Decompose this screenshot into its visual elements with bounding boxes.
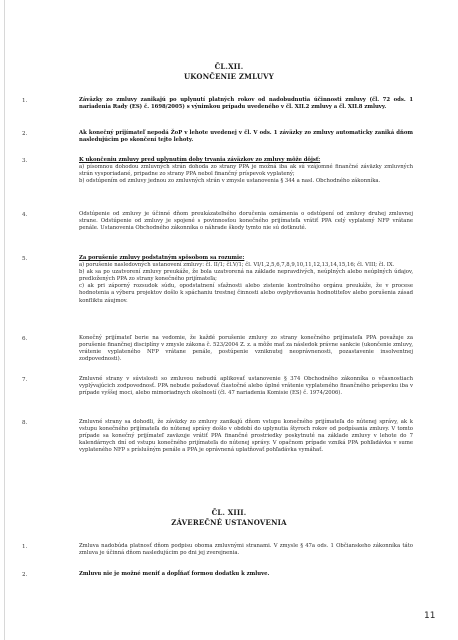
item-text: Odstúpenie od zmluvy je účinné dňom preukázateľného doručenia oznámenia o odstúpení od zmluvy druhej zmluvnej strane. Odstúpenie od zmluvy je spojené s povinnosťou konečného prijímateľa vrátiť PPA celý vyplatený NFP vrátane penále. Ustanovenia Obchodného zákonníka o náhrade škody tymto nie sú dotknuté. bbox=[79, 211, 413, 232]
section-title: ZÁVEREČNÉ USTANOVENIA bbox=[171, 518, 287, 527]
item-number: 7. bbox=[22, 377, 28, 383]
item-sub-a: a) písomnou dohodou zmluvných strán dohoda zo strany PPA je možná iba ak sú vzájomné finančné záväzky zmluvných strán vysporiadané, pripadne zo strany PPA nebol finančný príspevok vyplatený; bbox=[79, 164, 413, 178]
item-number: 4. bbox=[22, 212, 28, 218]
item-text: Zmluvu nie je možné meniť a dopĺňať formou dodatku k zmluve. bbox=[79, 571, 270, 577]
item-text: Konečný prijímateľ berie na vedomie, že každé porušenie zmluvy zo strany konečného prijímateľa PPA považuje za porušenie finančnej disciplíny v zmysle zákona č. 523/2004 Z. z. a môže mať za následok právne sankcie (ukončenie zmluvy, vrátenie vyplateného NFP vrátane penále, postúpenie vzniknutej neoprávnenosti, pozastavenie insolventnej zodpovednosti). bbox=[79, 335, 413, 363]
item-text: Ak konečný prijímateľ nepodá ŽoP v lehote uvedenej v čl. V ods. 1 záväzky zo zmluvy automaticky zaniká dňom nasledujúcim po skončení tejto lehoty. bbox=[79, 130, 413, 144]
item-sub-b: b) odstúpením od zmluvy jednou zo zmluvných strán v zmysle ustanovenia § 344 a nasl. Obchodného zákonníka. bbox=[79, 178, 381, 185]
item-text: Zmluva nadobúda platnosť dňom podpisu oboma zmluvnými stranami. V zmysle § 47a ods. 1 Občianskeho zákonníka táto zmluva je účinná dňom nasledujúcim po dni jej zverejnenia. bbox=[79, 543, 413, 557]
item-number: 1. bbox=[22, 98, 28, 104]
item-number: 2. bbox=[22, 572, 28, 578]
item-number: 6. bbox=[22, 336, 28, 342]
page-number: 11 bbox=[424, 611, 436, 621]
scan-margin-shadow bbox=[4, 0, 5, 640]
item-body bbox=[79, 255, 413, 305]
item-lead: Za porušenie zmluvy podstatným spôsobom sa rozumie: bbox=[79, 255, 245, 261]
item-sub-b: b) ak sa po uzatvorení zmluvy preukáže, že bola uzatvorená na základe nepravdivých, neúplných alebo neúplných údajov, predložených PPA zo strany konečného prijímateľa; bbox=[79, 269, 413, 283]
item-text: Zmluvné strany v súvislosti so zmluvou nebudú aplikovať ustanovenie § 374 Obchodného zákonníka o včasnostiach vyplývajúcich zodpovednosť. PPA nebude požadovať čiastočné alebo úplné vrátenie vyplateného finančného príspevku iba v prípade vyššej moci, alebo mimoriadnych okolností (čl. 47 nariadenia Komisie (ES) č. 1974/2006). bbox=[79, 376, 413, 397]
item-body bbox=[79, 157, 413, 185]
item-lead: K ukončeniu zmluvy pred uplynutím doby trvania záväzkov zo zmluvy môže dôjsť: bbox=[79, 157, 321, 163]
item-text: Záväzky zo zmluvy zanikajú po uplynutí platných rokov od nadobudnutia účinnosti zmluvy (čl. 72 ods. 1 nariadenia Rady (ES) č. 1698/2005) s výnimkou prípadu uvedeného v čl. XII.2 zmluvy a čl. XII.8 zmluvy. bbox=[79, 97, 413, 111]
section-number: ČL. XIII. bbox=[211, 508, 247, 517]
item-number: 3. bbox=[22, 158, 28, 164]
item-number: 8. bbox=[22, 420, 28, 426]
section-title: UKONČENIE ZMLUVY bbox=[184, 72, 274, 81]
item-text: Zmluvné strany sa dohodli, že záväzky zo zmluvy zanikajú dňom vstupu konečného prijímateľa do nútenej správy, ak k vstupu konečného prijímateľa do nútenej správy došlo v období do uplynutia štyroch rokov od podpísania zmluvy. V tomto prípade sa konečný prijímateľ zaväzuje vrátiť PPA finančné prostriedky poskytnuté na základe zmluvy v lehote do 7 kalendárnych dní od vstupu konečného prijímateľa do nútenej správy. V opačnom prípade vzniká PPA pohľadávka v sume vyplateného NFP s príslušným penále a PPA je oprávnená uplatňovať pohľadávka vymáhať. bbox=[79, 419, 413, 454]
item-number: 5. bbox=[22, 256, 28, 262]
item-sub-a: a) porušenie nasledovných ustanovení zmluvy: čl. II/1; čl.V/1; čl. VI/1,2,5,6,7,8,9,10,11,12,13,14,15,16; čl. VIII; čl. IX. bbox=[79, 262, 395, 269]
item-number: 1. bbox=[22, 544, 28, 550]
item-number: 2. bbox=[22, 131, 28, 137]
item-sub-c: c) ak pri záporný rozsudok súdu, opodstatnení sťažnosti alebo zistenie kontrolného orgánu preukáže, že v procese hodnotenia a výberu projektov došlo k spáchaniu trestnej činnosti alebo ovplyvňovania hodnotiteľov alebo porušenia zásad konfliktu záujmov. bbox=[79, 283, 413, 304]
section-number: ČL.XII. bbox=[214, 62, 244, 71]
